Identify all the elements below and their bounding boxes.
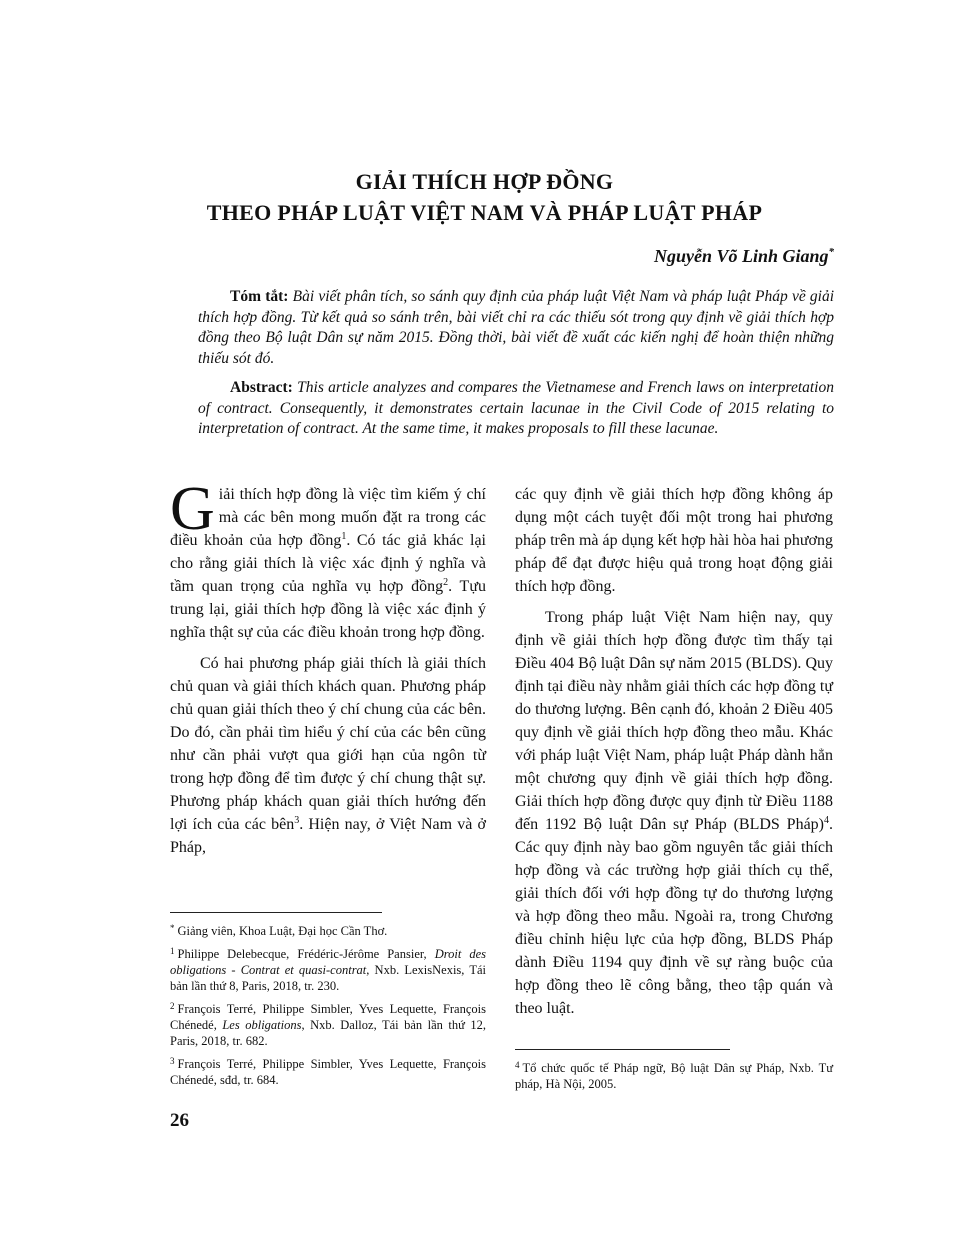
summary-text: Bài viết phân tích, so sánh quy định của pháp luật Việt Nam và pháp luật Pháp về giải thích hợp đồng. Từ kết quả so sánh trên, bài viết chỉ ra các thiếu sót trong quy định về giải thích hợp đồng theo Bộ luật Dân sự năm 2015. Đồng thời, bài viết đề xuất các kiến nghị để hoàn thiện những thiếu sót đó.: [198, 288, 835, 367]
author-footnote-mark[interactable]: *: [828, 246, 834, 258]
article-title: [0, 166, 969, 228]
footnotes-right: [515, 1057, 833, 1096]
footnote-divider-right: [515, 1049, 730, 1050]
footnote-ref-2[interactable]: 2: [443, 577, 449, 588]
footnote-1: $^1$ Philippe Delebecque, Frédéric-Jérôme Pansier, Droit des obligations - Contrat et quasi-contrat, Nxb. LexisNexis, Tái bản lần thứ 8, Paris, 2018, tr. 230.: [170, 946, 486, 993]
body-column-right: [515, 483, 833, 1028]
drop-cap: G: [170, 475, 215, 543]
footnote-divider-left: [170, 912, 382, 913]
title-line-1: GIẢI THÍCH HỢP ĐỒNG: [355, 169, 614, 194]
paragraph-3: các quy định về giải thích hợp đồng không áp dụng một cách tuyệt đối một trong hai phương pháp trên mà áp dụng kết hợp hài hòa hai phương pháp để đạt được hiệu quả trong hoạt động giải thích hợp đồng.: [515, 486, 833, 595]
abstract-text: This article analyzes and compares the Vietnamese and French laws on interpretation of contract. Consequently, it demonstrates certain lacunae in the Civil Code of 2015 relating to interpretation of contract. At the same time, it makes proposals to fill these lacunae.: [198, 379, 834, 437]
body-column-left: [170, 475, 487, 867]
summary-vietnamese: [198, 287, 834, 369]
footnote-star: * Giảng viên, Khoa Luật, Đại học Cần Thơ.: [170, 923, 388, 938]
author-name: Nguyễn Võ Linh Giang*: [653, 246, 834, 266]
summary-label: Tóm tắt:: [230, 288, 289, 305]
footnote-ref-3[interactable]: 3: [294, 815, 300, 826]
title-line-2: THEO PHÁP LUẬT VIỆT NAM VÀ PHÁP LUẬT PHÁP: [206, 200, 763, 225]
abstract-english: [198, 378, 834, 440]
abstract-label: Abstract:: [230, 379, 293, 396]
footnote-2: $^2$ François Terré, Philippe Simbler, Yves Lequette, François Chénedé, Les obligations, Nxb. Dalloz, Tái bản lần thứ 12, Paris, 2018, tr. 682.: [170, 1001, 487, 1048]
footnote-4: $^4$ Tổ chức quốc tế Pháp ngữ, Bộ luật Dân sự Pháp, Nxb. Tư pháp, Hà Nội, 2005.: [515, 1060, 833, 1091]
footnote-ref-4[interactable]: 4: [824, 815, 829, 826]
paragraph-4: Trong pháp luật Việt Nam hiện nay, quy định về giải thích hợp đồng được tìm thấy tại Điều 404 Bộ luật Dân sự năm 2015 (BLDS). Quy định tại điều này nhằm giải thích các hợp đồng tự do thương lượng. Bên cạnh đó, khoản 2 Điều 405 quy định về giải thích hợp đồng theo mẫu. Khác với pháp luật Việt Nam, pháp luật Pháp dành hẳn một chương quy định về giải thích hợp đồng. Giải thích hợp đồng được quy định từ Điều 1188 đến 1192 Bộ luật Dân sự Pháp (BLDS Pháp)$^4$. Các quy định này bao gồm nguyên tắc giải thích hợp đồng và các trường hợp giải thích cụ thể, giải thích đối với hợp đồng tự do thương lượng và hợp đồng theo mẫu. Ngoài ra, trong Chương điều chỉnh hiệu lực của hợp đồng, BLDS Pháp dành Điều 1194 quy định về sự ràng buộc của hợp đồng theo lẽ công bằng, theo tập quán và theo luật.: [515, 609, 833, 1017]
page-number: 26: [170, 1110, 189, 1131]
footnote-ref-1[interactable]: 1: [341, 531, 347, 542]
footnote-3: $^3$ François Terré, Philippe Simbler, Yves Lequette, François Chénedé, sđd, tr. 684.: [170, 1056, 486, 1087]
footnotes-left: [170, 920, 486, 1092]
paragraph-2: Có hai phương pháp giải thích là giải thích chủ quan và giải thích khách quan. Phương pháp chủ quan giải thích theo ý chí chung của các bên. Do đó, cần phải tìm hiểu ý chí của các bên cũng như cần phải vượt qua giới hạn của ngôn từ trong hợp đồng để tìm được ý chí chung thật sự. Phương pháp khách quan giải thích hướng đến lợi ích của các bên$^3$. Hiện nay, ở Việt Nam và ở Pháp,: [170, 655, 486, 856]
paragraph-1: Giải thích hợp đồng là việc tìm kiếm ý chí mà các bên mong muốn đặt ra trong các điều khoản của hợp đồng$^1$. Có tác giả khác lại cho rằng giải thích là việc xác định ý nghĩa và tầm quan trọng của nghĩa vụ hợp đồng$^2$. Tựu trung lại, giải thích hợp đồng là việc xác định ý nghĩa thật sự của các điều khoản trong hợp đồng.: [170, 475, 487, 641]
